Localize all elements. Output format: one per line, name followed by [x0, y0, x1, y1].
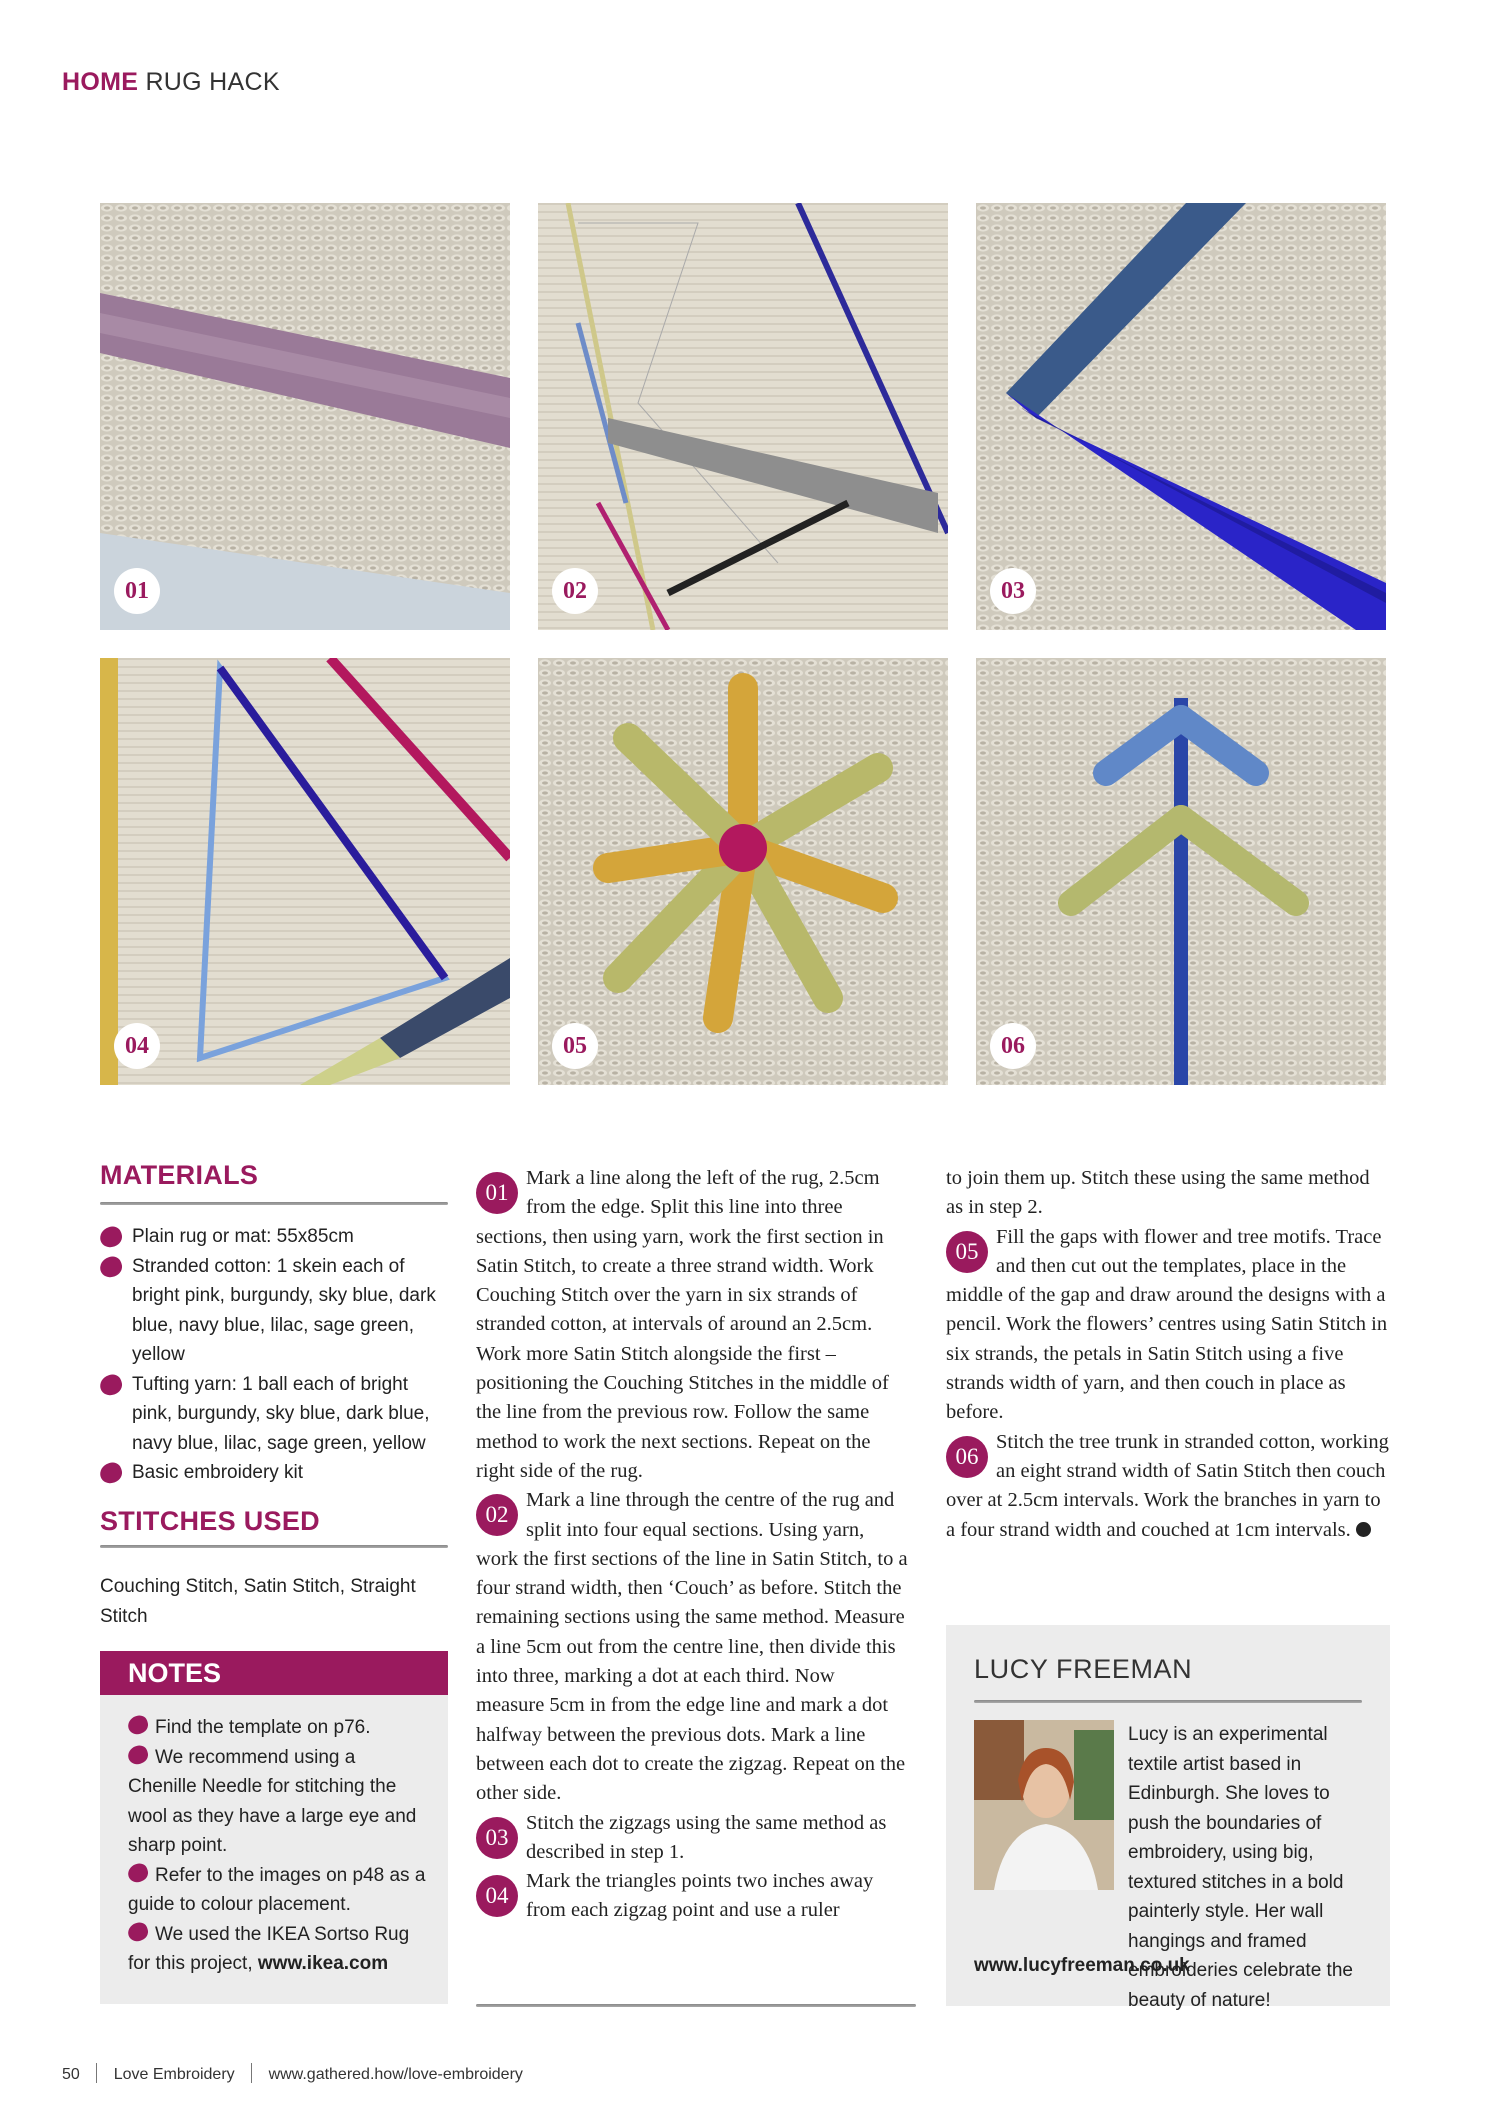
- column-divider: [476, 2004, 916, 2007]
- step-number-badge: 04: [476, 1875, 518, 1917]
- instructions-column-1: [476, 1164, 908, 1926]
- step-number-badge: 03: [476, 1817, 518, 1859]
- section-header: [62, 68, 280, 97]
- step-photo-05: [538, 658, 948, 1085]
- step-05: 05 Fill the gaps with flower and tree motifs. Trace and then cut out the templates, place in the middle of the gap and draw around the designs with a pencil. Work the flowers’ centres using Satin Stitch in six strands, the petals in Satin Stitch using a five strands width of yarn, and then couch in place as before.: [946, 1225, 1388, 1424]
- stitches-heading: STITCHES USED: [100, 1506, 320, 1536]
- step-photo-04: [100, 658, 510, 1085]
- notes-item: We recommend using a Chenille Needle for stitching the wool as they have a large eye and sharp point.: [128, 1743, 428, 1861]
- bio-text: Lucy is an experimental textile artist based in Edinburgh. She loves to push the boundaries of embroidery, using big, textured stitches in a bold painterly style. Her wall hangings and framed embroideries celebrate the beauty of nature!: [1128, 1724, 1353, 2011]
- instructions-column-2: [946, 1164, 1390, 1545]
- bio-link[interactable]: www.lucyfreeman.co.uk: [974, 1955, 1190, 1976]
- bullet-icon: [97, 1372, 124, 1398]
- footer-separator: [96, 2063, 97, 2083]
- article-title: RUG HACK: [145, 68, 280, 96]
- step-number-badge: 01: [476, 1172, 518, 1214]
- notes-item: We used the IKEA Sortso Rug for this project, www.ikea.com: [128, 1920, 428, 1979]
- materials-item: Tufting yarn: 1 ball each of bright pink, burgundy, sky blue, dark blue, navy blue, lilac, sage green, yellow: [100, 1370, 440, 1459]
- notes-item: Refer to the images on p48 as a guide to colour placement.: [128, 1861, 428, 1920]
- photo-number-badge: 05: [552, 1023, 598, 1069]
- step-photo-03: [976, 203, 1386, 630]
- materials-item: Basic embroidery kit: [100, 1458, 440, 1488]
- step-03: 03 Stitch the zigzags using the same method as described in step 1.: [476, 1809, 908, 1868]
- bullet-icon: [97, 1254, 124, 1280]
- step-06: 06 Stitch the tree trunk in stranded cotton, working an eight strand width of Satin Stitch then couch over at 2.5cm intervals. Work the branches in yarn to a four strand width and couched at 1cm intervals.: [946, 1430, 1389, 1541]
- footer-separator: [251, 2063, 252, 2083]
- bullet-icon: [126, 1743, 151, 1766]
- bullet-icon: [126, 1861, 151, 1884]
- bullet-icon: [126, 1920, 151, 1943]
- step-number-badge: 06: [946, 1436, 988, 1478]
- bullet-icon: [97, 1224, 124, 1250]
- bullet-icon: [126, 1713, 151, 1736]
- step-04: 04 Mark the triangles points two inches away from each zigzag point and use a ruler: [476, 1867, 908, 1926]
- page-number: 50: [62, 2066, 80, 2083]
- materials-heading: MATERIALS: [100, 1160, 259, 1190]
- step-number-badge: 02: [476, 1494, 518, 1536]
- photo-number-badge: 06: [990, 1023, 1036, 1069]
- notes-item: Find the template on p76.: [128, 1713, 428, 1743]
- step-photo-02: [538, 203, 948, 630]
- bio-name: LUCY FREEMAN: [974, 1654, 1193, 1684]
- author-photo: [974, 1720, 1114, 1890]
- photo-number-badge: 02: [552, 568, 598, 614]
- stitches-text: Couching Stitch, Satin Stitch, Straight Stitch: [100, 1576, 416, 1627]
- section-label: HOME: [62, 68, 139, 96]
- ikea-link[interactable]: www.ikea.com: [257, 1953, 389, 1974]
- bio-divider: [974, 1700, 1362, 1703]
- magazine-name: Love Embroidery: [113, 2066, 235, 2083]
- materials-item: Plain rug or mat: 55x85cm: [100, 1222, 440, 1252]
- materials-divider: [100, 1202, 448, 1205]
- materials-list: [100, 1222, 440, 1488]
- bullet-icon: [97, 1460, 124, 1486]
- notes-heading: NOTES: [128, 1658, 222, 1688]
- page-footer: [62, 2063, 523, 2084]
- photo-number-badge: 01: [114, 568, 160, 614]
- photo-number-badge: 03: [990, 568, 1036, 614]
- step-01: 01 Mark a line along the left of the rug, 2.5cm from the edge. Split this line into three sections, then using yarn, work the first section in Satin Stitch, to create a three strand width. Work Couching Stitch over the yarn in six strands of stranded cotton, at intervals of around an 2.5cm. Work more Satin Stitch alongside the first – positioning the Couching Stitches in the middle of the line from the previous row. Follow the same method to work the next sections. Repeat on the right side of the rug.: [476, 1167, 889, 1482]
- notes-list: [128, 1713, 428, 1979]
- step-photo-01: [100, 203, 510, 630]
- step-number-badge: 05: [946, 1231, 988, 1273]
- step-04-continued: to join them up. Stitch these using the same method as in step 2.: [946, 1167, 1370, 1219]
- stitches-divider: [100, 1545, 448, 1548]
- step-02: 02 Mark a line through the centre of the rug and split into four equal sections. Using yarn, work the first sections of the line in Satin Stitch, to a four strand width, then ‘Couch’ as before. Stitch the remaining sections using the same method. Measure a line 5cm out from the centre line, then divide this into three, marking a dot at each third. Now measure 5cm in from the edge line and mark a dot halfway between the previous dots. Mark a line between each dot to create the zigzag. Repeat on the other side.: [476, 1489, 908, 1805]
- materials-item: Stranded cotton: 1 skein each of bright pink, burgundy, sky blue, dark blue, navy blue, lilac, sage green, yellow: [100, 1252, 440, 1370]
- photo-number-badge: 04: [114, 1023, 160, 1069]
- step-photo-06: [976, 658, 1386, 1085]
- footer-url[interactable]: www.gathered.how/love-embroidery: [268, 2066, 523, 2083]
- end-mark-icon: [1356, 1522, 1371, 1537]
